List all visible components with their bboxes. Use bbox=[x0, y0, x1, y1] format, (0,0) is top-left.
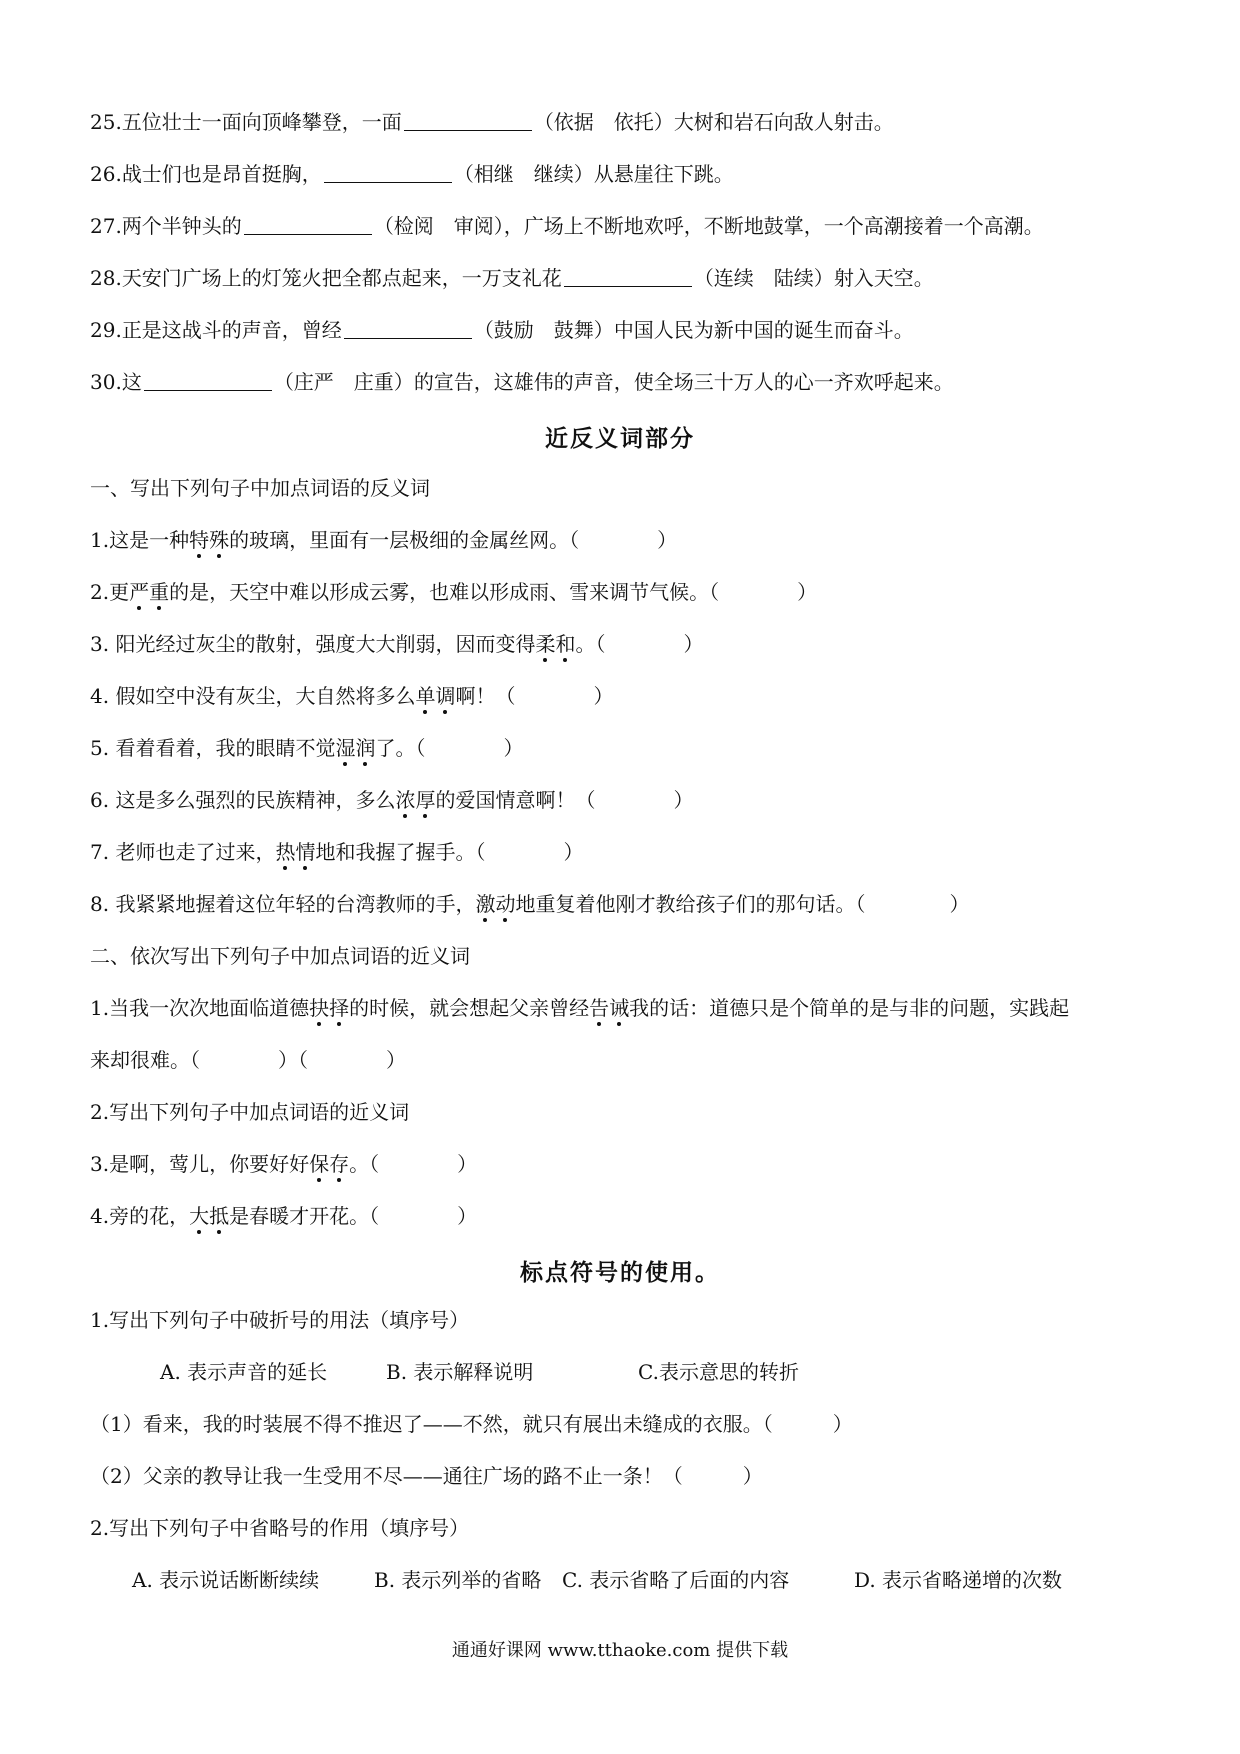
emphasis-char: 单 bbox=[415, 684, 436, 708]
option-b: B. 表示列举的省略 bbox=[374, 1568, 542, 1592]
synonym-item-4: 4.旁的花，大抵是春暖才开花。（ ） bbox=[90, 1204, 478, 1228]
antonym-item-2: 2.更严重的是，天空中难以形成云雾，也难以形成雨、雪来调节气候。（ ） bbox=[90, 580, 818, 604]
dotted-word bbox=[129, 580, 169, 604]
dotted-word bbox=[189, 1204, 229, 1228]
fill-item-29: 29.正是这战斗的声音，曾经 （鼓励 鼓舞）中国人民为新中国的诞生而奋斗。 bbox=[90, 318, 914, 342]
page-footer: 通通好课网 www.tthaoke.com 提供下载 bbox=[451, 1640, 789, 1661]
emphasis-char: 择 bbox=[329, 996, 350, 1020]
section-title-synonyms-antonyms: 近反义词部分 bbox=[545, 426, 695, 452]
dash-sentence-1: （1）看来，我的时装展不得不推迟了——不然，就只有展出未缝成的衣服。（ ） bbox=[90, 1412, 853, 1436]
dotted-word bbox=[535, 632, 575, 656]
answer-blank[interactable] bbox=[144, 370, 272, 391]
emphasis-char: 浓 bbox=[395, 788, 416, 812]
emphasis-char: 激 bbox=[475, 892, 496, 916]
emphasis-char: 存 bbox=[329, 1152, 350, 1176]
antonym-item-5: 5. 看着看着，我的眼睛不觉湿润了。（ ） bbox=[90, 736, 524, 760]
emphasis-char: 诫 bbox=[609, 996, 630, 1020]
antonym-item-7: 7. 老师也走了过来，热情地和我握了握手。（ ） bbox=[90, 840, 584, 864]
emphasis-char: 严 bbox=[129, 580, 150, 604]
fill-item-26: 26.战士们也是昂首挺胸， （相继 继续）从悬崖往下跳。 bbox=[90, 162, 734, 186]
option-a: A. 表示声音的延长 bbox=[160, 1360, 328, 1384]
part1-instruction: 一、写出下列句子中加点词语的反义词 bbox=[90, 476, 430, 500]
dotted-word bbox=[189, 528, 229, 552]
emphasis-char: 柔 bbox=[535, 632, 556, 656]
answer-blank[interactable] bbox=[344, 318, 472, 339]
synonym-item-1: 1.当我一次次地面临道德抉择的时候，就会想起父亲曾经告诫我的话：道德只是个简单的是与非的问题，实践起 bbox=[90, 996, 1070, 1020]
emphasis-char: 殊 bbox=[209, 528, 230, 552]
antonym-item-4: 4. 假如空中没有灰尘，大自然将多么单调啊！（ ） bbox=[90, 684, 614, 708]
emphasis-char: 调 bbox=[435, 684, 456, 708]
answer-blank[interactable] bbox=[324, 162, 452, 183]
emphasis-char: 热 bbox=[275, 840, 296, 864]
dotted-word bbox=[335, 736, 375, 760]
antonym-item-3: 3. 阳光经过灰尘的散射，强度大大削弱，因而变得柔和。（ ） bbox=[90, 632, 704, 656]
antonym-item-6: 6. 这是多么强烈的民族精神，多么浓厚的爱国情意啊！（ ） bbox=[90, 788, 694, 812]
dotted-word bbox=[415, 684, 455, 708]
fill-item-27: 27.两个半钟头的 （检阅 审阅），广场上不断地欢呼，不断地鼓掌，一个高潮接着一个高潮。 bbox=[90, 214, 1044, 238]
antonym-item-8: 8. 我紧紧地握着这位年轻的台湾教师的手，激动地重复着他刚才教给孩子们的那句话。（ ） bbox=[90, 892, 970, 916]
answer-blank[interactable] bbox=[404, 110, 532, 131]
dotted-word bbox=[309, 996, 349, 1020]
dash-options bbox=[160, 1358, 799, 1386]
option-c: C.表示意思的转折 bbox=[638, 1360, 799, 1384]
fill-item-30: 30.这 （庄严 庄重）的宣告，这雄伟的声音，使全场三十万人的心一齐欢呼起来。 bbox=[90, 370, 954, 394]
section-title-punctuation: 标点符号的使用。 bbox=[520, 1260, 720, 1286]
answer-blank[interactable] bbox=[244, 214, 372, 235]
option-a: A. 表示说话断断续续 bbox=[132, 1568, 320, 1592]
emphasis-char: 情 bbox=[295, 840, 316, 864]
emphasis-char: 保 bbox=[309, 1152, 330, 1176]
emphasis-char: 抉 bbox=[309, 996, 330, 1020]
dotted-word bbox=[275, 840, 315, 864]
option-d: D. 表示省略递增的次数 bbox=[854, 1568, 1063, 1592]
emphasis-char: 重 bbox=[149, 580, 170, 604]
dotted-word bbox=[395, 788, 435, 812]
dash-sentence-2: （2）父亲的教导让我一生受用不尽——通往广场的路不止一条！（ ） bbox=[90, 1464, 763, 1488]
emphasis-char: 厚 bbox=[415, 788, 436, 812]
synonym-item-1-cont: 来却很难。（ ）（ ） bbox=[90, 1048, 406, 1072]
synonym-instruction-2: 2.写出下列句子中加点词语的近义词 bbox=[90, 1100, 410, 1124]
dotted-word bbox=[589, 996, 629, 1020]
emphasis-char: 大 bbox=[189, 1204, 210, 1228]
ellipsis-question: 2.写出下列句子中省略号的作用（填序号） bbox=[90, 1516, 470, 1540]
ellipsis-options bbox=[132, 1566, 1062, 1594]
fill-item-28: 28.天安门广场上的灯笼火把全都点起来，一万支礼花 （连续 陆续）射入天空。 bbox=[90, 266, 934, 290]
antonym-item-1: 1.这是一种特殊的玻璃，里面有一层极细的金属丝网。（ ） bbox=[90, 528, 678, 552]
emphasis-char: 告 bbox=[589, 996, 610, 1020]
emphasis-char: 和 bbox=[555, 632, 576, 656]
part2-instruction: 二、依次写出下列句子中加点词语的近义词 bbox=[90, 944, 470, 968]
fill-item-25: 25.五位壮士一面向顶峰攀登，一面 （依据 依托）大树和岩石向敌人射击。 bbox=[90, 110, 894, 134]
emphasis-char: 特 bbox=[189, 528, 210, 552]
dash-question: 1.写出下列句子中破折号的用法（填序号） bbox=[90, 1308, 470, 1332]
emphasis-char: 抵 bbox=[209, 1204, 230, 1228]
synonym-item-3: 3.是啊，莺儿，你要好好保存。（ ） bbox=[90, 1152, 478, 1176]
emphasis-char: 润 bbox=[355, 736, 376, 760]
emphasis-char: 动 bbox=[495, 892, 516, 916]
option-b: B. 表示解释说明 bbox=[386, 1360, 534, 1384]
dotted-word bbox=[475, 892, 515, 916]
dotted-word bbox=[309, 1152, 349, 1176]
option-c: C. 表示省略了后面的内容 bbox=[562, 1568, 790, 1592]
emphasis-char: 湿 bbox=[335, 736, 356, 760]
answer-blank[interactable] bbox=[564, 266, 692, 287]
